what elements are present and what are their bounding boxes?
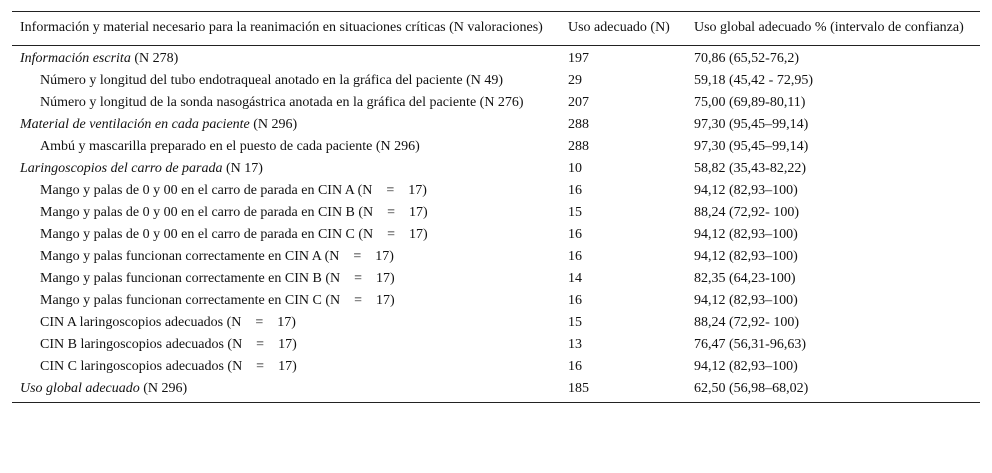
row-label-suffix: (N 296) [139,381,188,396]
row-label-italic: Laringoscopios del carro de parada [20,161,223,176]
row-n: 16 [568,249,582,264]
row-label: Mango y palas funcionan correctamente en CIN B (N = 17) [40,271,395,286]
table-row [12,180,980,202]
table-row [12,378,980,403]
row-n: 197 [568,51,589,66]
row-label-suffix: (N 296) [249,117,298,132]
row-n: 16 [568,293,582,308]
table-row [12,202,980,224]
row-label [12,378,560,403]
row-pct: 94,12 (82,93–100) [694,183,798,198]
row-label-italic: Uso global adecuado [20,381,140,396]
table-row [12,312,980,334]
row-label: CIN C laringoscopios adecuados (N = 17) [40,359,297,374]
row-pct: 70,86 (65,52-76,2) [694,51,799,66]
row-pct: 62,50 (56,98–68,02) [686,378,980,403]
row-n: 185 [560,378,686,403]
row-label-italic: Material de ventilación en cada paciente [20,117,250,132]
row-label [12,114,560,136]
table-row [12,114,980,136]
header-uso-global: Uso global adecuado % (intervalo de confianza) [686,12,980,46]
row-label: Mango y palas funcionan correctamente en CIN A (N = 17) [40,249,394,264]
header-uso-adecuado: Uso adecuado (N) [560,12,686,46]
table-row [12,136,980,158]
table-row [12,92,980,114]
table-row [12,356,980,378]
row-n: 13 [568,337,582,352]
row-pct: 88,24 (72,92- 100) [694,315,799,330]
row-n: 16 [568,227,582,242]
row-label: Mango y palas de 0 y 00 en el carro de parada en CIN C (N = 17) [40,227,428,242]
table-header [12,12,980,46]
row-n: 288 [568,117,589,132]
header-info-material: Información y material necesario para la reanimación en situaciones críticas (N valoraciones) [12,12,560,46]
table-row [12,158,980,180]
table-body [12,46,980,403]
row-n: 207 [568,95,589,110]
row-pct: 76,47 (56,31-96,63) [694,337,806,352]
row-n: 15 [568,205,582,220]
row-n: 16 [568,359,582,374]
table-row [12,46,980,71]
row-pct: 75,00 (69,89-80,11) [694,95,806,110]
row-pct: 94,12 (82,93–100) [694,227,798,242]
row-n: 14 [568,271,582,286]
row-pct: 58,82 (35,43-82,22) [694,161,806,176]
row-pct: 82,35 (64,23-100) [694,271,796,286]
row-label: Número y longitud del tubo endotraqueal anotado en la gráfica del paciente (N 49) [40,73,503,88]
row-n: 15 [568,315,582,330]
row-label: Ambú y mascarilla preparado en el puesto de cada paciente (N 296) [40,139,420,154]
row-n: 29 [568,73,582,88]
table-row [12,334,980,356]
row-label: Mango y palas de 0 y 00 en el carro de parada en CIN B (N = 17) [40,205,428,220]
row-label: Mango y palas de 0 y 00 en el carro de parada en CIN A (N = 17) [40,183,427,198]
table-row [12,246,980,268]
row-label: CIN B laringoscopios adecuados (N = 17) [40,337,297,352]
table-row [12,224,980,246]
row-label: Número y longitud de la sonda nasogástrica anotada en la gráfica del paciente (N 276) [40,95,524,110]
row-label: Mango y palas funcionan correctamente en CIN C (N = 17) [40,293,395,308]
row-pct: 59,18 (45,42 - 72,95) [694,73,813,88]
row-n: 10 [568,161,582,176]
row-label-italic: Información escrita [20,51,131,66]
row-n: 16 [568,183,582,198]
results-table [12,11,980,403]
row-pct: 88,24 (72,92- 100) [694,205,799,220]
row-label [12,46,560,71]
table-row [12,70,980,92]
row-pct: 94,12 (82,93–100) [694,293,798,308]
row-label-suffix: (N 17) [222,161,263,176]
row-pct: 94,12 (82,93–100) [694,359,798,374]
row-label: CIN A laringoscopios adecuados (N = 17) [40,315,296,330]
row-pct: 97,30 (95,45–99,14) [694,139,809,154]
table-row [12,290,980,312]
table-row [12,268,980,290]
row-n: 288 [568,139,589,154]
row-label [12,158,560,180]
row-pct: 97,30 (95,45–99,14) [694,117,809,132]
row-label-suffix: (N 278) [130,51,179,66]
row-pct: 94,12 (82,93–100) [694,249,798,264]
header-row [12,12,980,46]
